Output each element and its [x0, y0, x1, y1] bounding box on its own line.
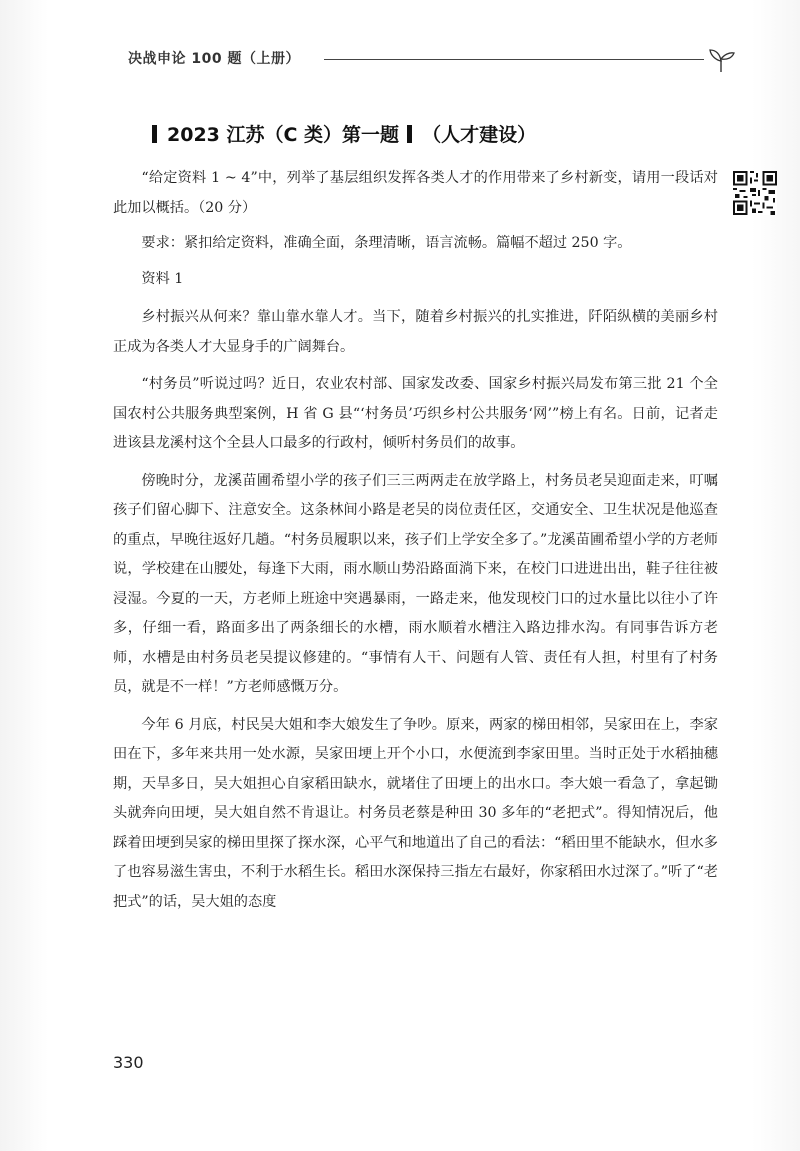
header-rule	[324, 59, 704, 60]
page-number: 330	[113, 1053, 144, 1072]
material-paragraph: 今年 6 月底，村民吴大姐和李大娘发生了争吵。原来，两家的梯田相邻，吴家田在上，李家田在下，多年来共用一处水源，吴家田埂上开个小口，水便流到李家田里。当时正处于水稻抽穗期，天旱多日，吴大姐担心自家稻田缺水，就堵住了田埂上的出水口。李大娘一看急了，拿起锄头就奔向田埂，吴大姐自然不肯退让。村务员老蔡是种田 30 多年的“老把式”。得知情况后，他踩着田埂到吴家的梯田里探了探水深，心平气和地道出了自己的看法：“稻田里不能缺水，但水多了也容易滋生害虫，不利于水稻生长。稻田水深保持三指左右最好，你家稻田水过深了。”听了“老把式”的话，吴大姐的态度	[113, 716, 718, 910]
book-title: 决战申论 100 题（上册）	[128, 51, 300, 67]
heading-bar-mid	[407, 125, 412, 143]
material-paragraph: 乡村振兴从何来？靠山靠水靠人才。当下，随着乡村振兴的扎实推进，阡陌纵横的美丽乡村正成为各类人才大显身手的广阔舞台。	[113, 309, 718, 355]
heading-bar-left	[152, 125, 157, 143]
qr-code-icon[interactable]	[733, 171, 777, 215]
exam-title: 2023 江苏（C 类）第一题	[167, 124, 400, 146]
material-paragraph: 傍晚时分，龙溪苗圃希望小学的孩子们三三两两走在放学路上，村务员老吴迎面走来，叮嘱孩子们留心脚下、注意安全。这条林间小路是老吴的岗位责任区，交通安全、卫生状况是他巡查的重点，早晚往返好几趟。“村务员履职以来，孩子们上学安全多了。”龙溪苗圃希望小学的方老师说，学校建在山腰处，每逢下大雨，雨水顺山势沿路面淌下来，在校门口进进出出，鞋子往往被浸湿。今夏的一天，方老师上班途中突遇暴雨，一路走来，他发现校门口的过水量比以往小了许多，仔细一看，路面多出了两条细长的水槽，雨水顺着水槽注入路边排水沟。有同事告诉方老师，水槽是由村务员老吴提议修建的。“事情有人干、问题有人管、责任有人担，村里有了村务员，就是不一样！”方老师感慨万分。	[113, 472, 718, 695]
material-label: 资料 1	[141, 270, 184, 287]
question-prompt: “给定资料 1 ~ 4”中，列举了基层组织发挥各类人才的作用带来了乡村新变，请用一段话对此加以概括。（20 分）	[113, 170, 718, 216]
sprout-icon	[706, 46, 736, 74]
content-body	[113, 163, 718, 917]
answer-requirement: 要求：紧扣给定资料，准确全面，条理清晰，语言流畅。篇幅不超过 250 字。	[141, 235, 632, 251]
section-heading	[152, 120, 536, 147]
running-header	[128, 46, 728, 76]
material-paragraph: “村务员”听说过吗？近日，农业农村部、国家发改委、国家乡村振兴局发布第三批 21 个全国农村公共服务典型案例，H 省 G 县“‘村务员’巧织乡村公共服务‘网’”榜上有名。日前，记者走进该县龙溪村这个全县人口最多的行政村，倾听村务员们的故事。	[113, 376, 718, 451]
topic-title: （人才建设）	[422, 124, 537, 146]
